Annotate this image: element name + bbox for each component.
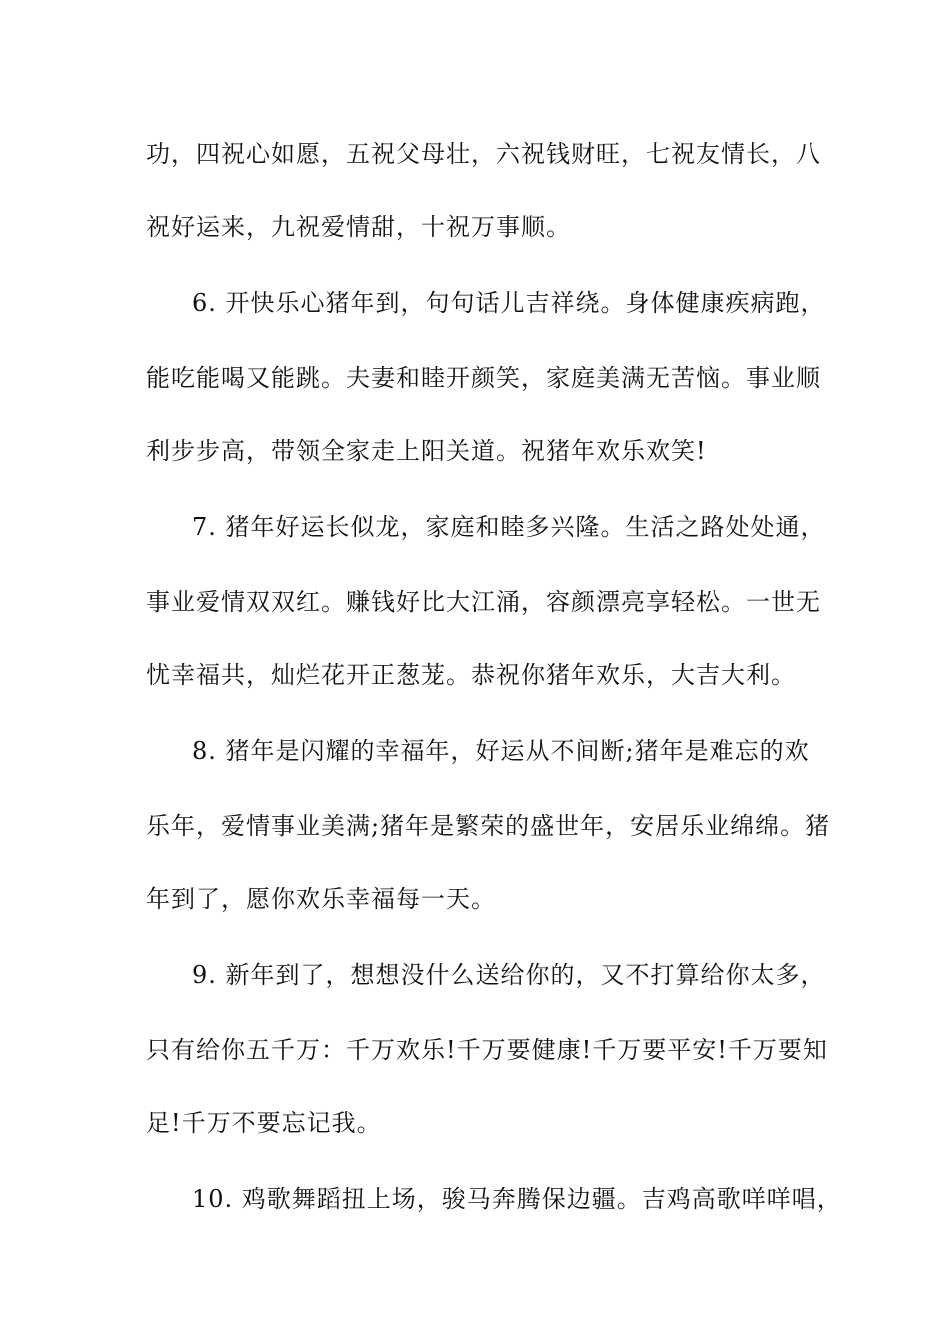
text-line: 只有给你五千万：千万欢乐!千万要健康!千万要平安!千万要知 xyxy=(146,1036,828,1064)
text-line: 足!千万不要忘记我。 xyxy=(146,1109,382,1137)
text-line: 忧幸福共，灿烂花开正葱茏。恭祝你猪年欢乐，大吉大利。 xyxy=(146,661,796,689)
text-line: 利步步高，带领全家走上阳关道。祝猪年欢乐欢笑! xyxy=(146,437,707,465)
paragraph-7-start: 7. 猪年好运长似龙，家庭和睦多兴隆。生活之路处处通， xyxy=(192,513,826,541)
text-line: 能吃能喝又能跳。夫妻和睦开颜笑，家庭美满无苦恼。事业顺 xyxy=(146,364,821,392)
text-line: 年到了，愿你欢乐幸福每一天。 xyxy=(146,885,496,913)
text-line: 祝好运来，九祝爱情甜，十祝万事顺。 xyxy=(146,213,571,241)
paragraph-6-start: 6. 开快乐心猪年到，句句话儿吉祥绕。身体健康疾病跑， xyxy=(192,289,826,317)
text-line: 事业爱情双双红。赚钱好比大江涌，容颜漂亮享轻松。一世无 xyxy=(146,588,821,616)
paragraph-10-start: 10. 鸡歌舞蹈扭上场，骏马奔腾保边疆。吉鸡高歌咩咩唱， xyxy=(192,1185,842,1213)
paragraph-8-start: 8. 猪年是闪耀的幸福年，好运从不间断;猪年是难忘的欢 xyxy=(192,737,810,765)
text-line: 乐年，爱情事业美满;猪年是繁荣的盛世年，安居乐业绵绵。猪 xyxy=(146,812,831,840)
text-line: 功，四祝心如愿，五祝父母壮，六祝钱财旺，七祝友情长，八 xyxy=(146,140,821,168)
paragraph-9-start: 9. 新年到了，想想没什么送给你的，又不打算给你太多， xyxy=(192,961,826,989)
